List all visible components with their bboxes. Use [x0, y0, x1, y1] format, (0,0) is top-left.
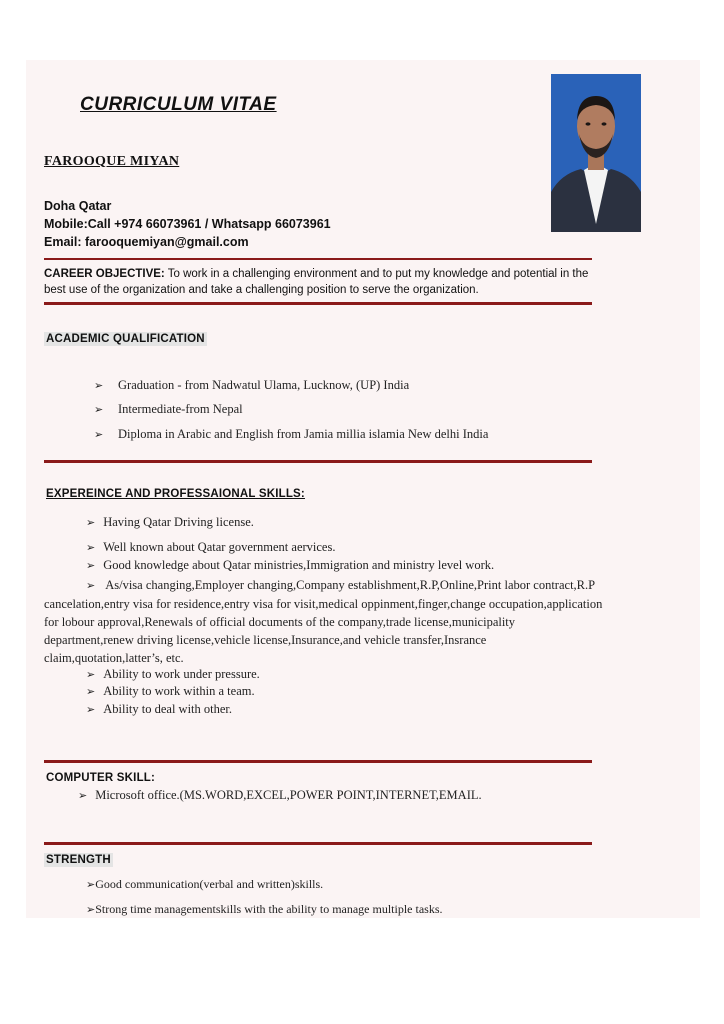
arrow-bullet-icon: ➢ — [86, 879, 96, 891]
strength-item — [86, 902, 443, 917]
skill-item: ➢ Ability to deal with other. — [86, 702, 232, 717]
divider-rule — [44, 460, 592, 463]
career-objective-text: To work in a challenging environment and to put my knowledge and potential in the best use of the organization and take a challenging position to serve the organization. — [44, 268, 589, 296]
academic-heading: ACADEMIC QUALIFICATION — [46, 333, 205, 345]
contact-mobile: Mobile:Call +974 66073961 / Whatsapp 66073961 — [44, 217, 331, 231]
strength-item — [86, 877, 323, 892]
career-objective — [44, 266, 604, 298]
strength-item-text: Good communication(verbal and written)skills. — [95, 877, 324, 891]
skill-item: ➢ Ability to work under pressure. — [86, 667, 260, 682]
profile-photo — [551, 74, 641, 232]
skill-item: ➢ Well known about Qatar government aervices. — [86, 540, 335, 555]
skill-item: ➢ Good knowledge about Qatar ministries,Immigration and ministry level work. — [86, 558, 494, 573]
computer-heading: COMPUTER SKILL: — [46, 772, 156, 784]
skills-heading: EXPEREINCE AND PROFESSAIONAL SKILLS: — [46, 488, 305, 500]
academic-item: ➢ Intermediate-from Nepal — [94, 402, 243, 417]
strength-item-text: Strong time managementskills with the ability to manage multiple tasks. — [95, 902, 443, 916]
contact-location: Doha Qatar — [44, 199, 112, 213]
computer-item: ➢ Microsoft office.(MS.WORD,EXCEL,POWER POINT,INTERNET,EMAIL. — [78, 788, 482, 803]
divider-rule — [44, 842, 592, 845]
strength-heading: STRENGTH — [46, 854, 111, 866]
arrow-bullet-icon: ➢ — [86, 904, 96, 916]
divider-rule — [44, 302, 592, 305]
academic-item: ➢ Graduation - from Nadwatul Ulama, Lucknow, (UP) India — [94, 378, 409, 393]
document-title: CURRICULUM VITAE — [80, 94, 277, 115]
divider-rule — [44, 760, 592, 763]
skill-item: ➢ Ability to work within a team. — [86, 684, 255, 699]
divider-rule — [44, 258, 592, 260]
career-objective-label: CAREER OBJECTIVE: — [44, 268, 165, 280]
academic-item: ➢ Diploma in Arabic and English from Jamia millia islamia New delhi India — [94, 427, 488, 442]
contact-email: Email: farooquemiyan@gmail.com — [44, 235, 249, 249]
skill-item: ➢ Having Qatar Driving license. — [86, 515, 254, 530]
candidate-name: FAROOQUE MIYAN — [44, 154, 180, 169]
person-portrait-icon — [551, 74, 641, 232]
skill-item-long: ➢ As/visa changing,Employer changing,Company establishment,R.P,Online,Print labor contract,R.P cancelation,entry visa for residence,entry visa for visit,medical oppinment,finger,change occupation,application for lobour approval,Renewals of official documents of the company,trade license,municipality department,renew driving license,vehicle license,Insurance,and vehicle transfer,Insrance claim,quotation,latter’s, etc. — [44, 576, 606, 667]
